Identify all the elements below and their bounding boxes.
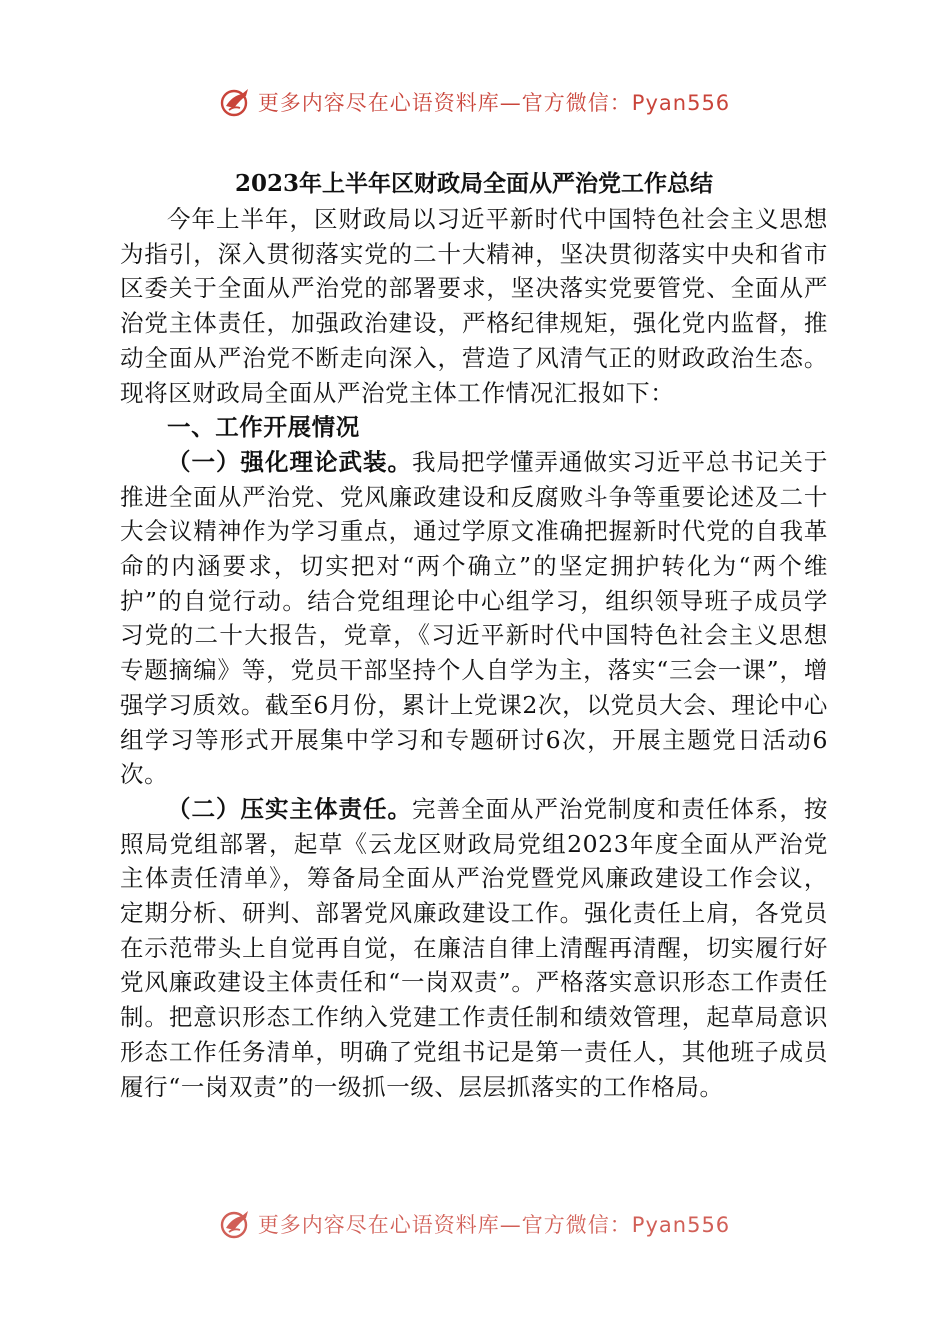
document-body bbox=[120, 166, 828, 1104]
item-body-1: 我局把学懂弄通做实习近平总书记关于推进全面从严治党、党风廉政建设和反腐败斗争等重要论述及二十大会议精神作为学习重点，通过学原文准确把握新时代党的自我革命的内涵要求，切实把对“两个确立”的坚定拥护转化为“两个维护”的自觉行动。结合党组理论中心组学习，组织领导班子成员学习党的二十大报告，党章，《习近平新时代中国特色社会主义思想专题摘编》等，党员干部坚持个人自学为主，落实“三会一课”，增强学习质效。截至6月份，累计上党课2次，以党员大会、理论中心组学习等形式开展集中学习和专题研讨6次，开展主题党日活动6次。 bbox=[120, 447, 829, 789]
item-lead-1: （一）强化理论武装。 bbox=[167, 447, 412, 476]
watermark-text-bottom: 更多内容尽在心语资料库—官方微信：Pyan556 bbox=[257, 1213, 731, 1237]
item-body-2: 完善全面从严治党制度和责任体系，按照局党组部署，起草《云龙区财政局党组2023年度全面从严治党主体责任清单》，筹备局全面从严治党暨党风廉政建设工作会议，定期分析、研判、部署党风廉政建设工作。强化责任上肩，各党员在示范带头上自觉再自觉，在廉洁自律上清醒再清醒，切实履行好党风廉政建设主体责任和“一岗双责”。严格落实意识形态工作责任制。把意识形态工作纳入党建工作责任制和绩效管理，起草局意识形态工作任务清单，明确了党组书记是第一责任人，其他班子成员履行“一岗双责”的一级抓一级、层层抓落实的工作格局。 bbox=[120, 794, 829, 1101]
document-title: 2023年上半年区财政局全面从严治党工作总结 bbox=[234, 170, 713, 197]
hand-pen-logo-icon bbox=[220, 1208, 252, 1240]
watermark-text-top: 更多内容尽在心语资料库—官方微信：Pyan556 bbox=[257, 91, 731, 115]
watermark-banner-bottom bbox=[0, 1204, 950, 1244]
section-heading: 一、工作开展情况 bbox=[167, 413, 360, 442]
item-paragraph-2 bbox=[120, 792, 828, 1104]
watermark-banner-top bbox=[0, 82, 950, 122]
item-lead-2: （二）压实主体责任。 bbox=[167, 794, 412, 823]
intro-paragraph: 今年上半年，区财政局以习近平新时代中国特色社会主义思想为指引，深入贯彻落实党的二十大精神，坚决贯彻落实中央和省市区委关于全面从严治党的部署要求，坚决落实党要管党、全面从严治党主体责任，加强政治建设，严格纪律规矩，强化党内监督，推动全面从严治党不断走向深入，营造了风清气正的财政政治生态。现将区财政局全面从严治党主体工作情况汇报如下： bbox=[120, 205, 828, 407]
item-paragraph-1 bbox=[120, 445, 828, 792]
hand-pen-logo-icon bbox=[220, 86, 252, 118]
